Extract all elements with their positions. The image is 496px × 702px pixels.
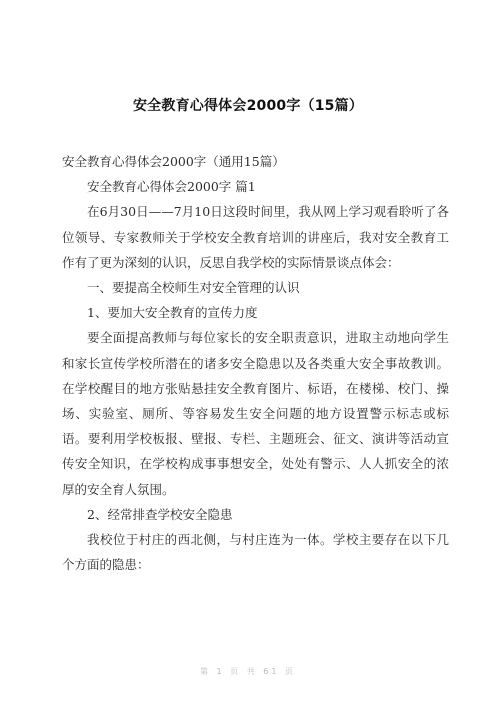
document-title: 安全教育心得体会2000字（15篇）	[132, 98, 364, 114]
subtitle-line: 安全教育心得体会2000字（通用15篇）	[62, 154, 285, 169]
section-heading: 一、要提高全校师生对安全管理的认识	[87, 280, 300, 296]
paragraph: 我校位于村庄的西北侧，与村庄连为一体。学校主要存在以下几个方面的隐患：	[62, 532, 449, 573]
document-body	[62, 149, 449, 577]
subsection-heading: 2、经常排查学校安全隐患	[87, 506, 233, 522]
section-heading: 安全教育心得体会2000字 篇1	[87, 179, 256, 195]
paragraph: 要全面提高教师与每位家长的安全职责意识，进取主动地向学生和家长宣传学校所潜在的诸多安全隐患以及各类重大安全事故教训。在学校醒目的地方张贴悬挂安全教育图片、标语，在楼梯、校门、操场、实验室、厕所、等容易发生安全问题的地方设置警示标志或标语。要利用学校板报、壁报、专栏、主题班会、征文、演讲等活动宣传安全知识，在学校构成事事想安全，处处有警示、人人抓安全的浓厚的安全育人氛围。	[62, 330, 449, 497]
paragraph: 在6月30日——7月10日这段时间里，我从网上学习观看聆听了各位领导、专家教师关于学校安全教育培训的讲座后，我对安全教育工作有了更为深刻的认识，反思自我学校的实际情景谈点体会：	[62, 204, 449, 270]
page-footer: 第 1 页 共 61 页	[200, 667, 296, 676]
subsection-heading: 1、要加大安全教育的宣传力度	[87, 305, 258, 321]
